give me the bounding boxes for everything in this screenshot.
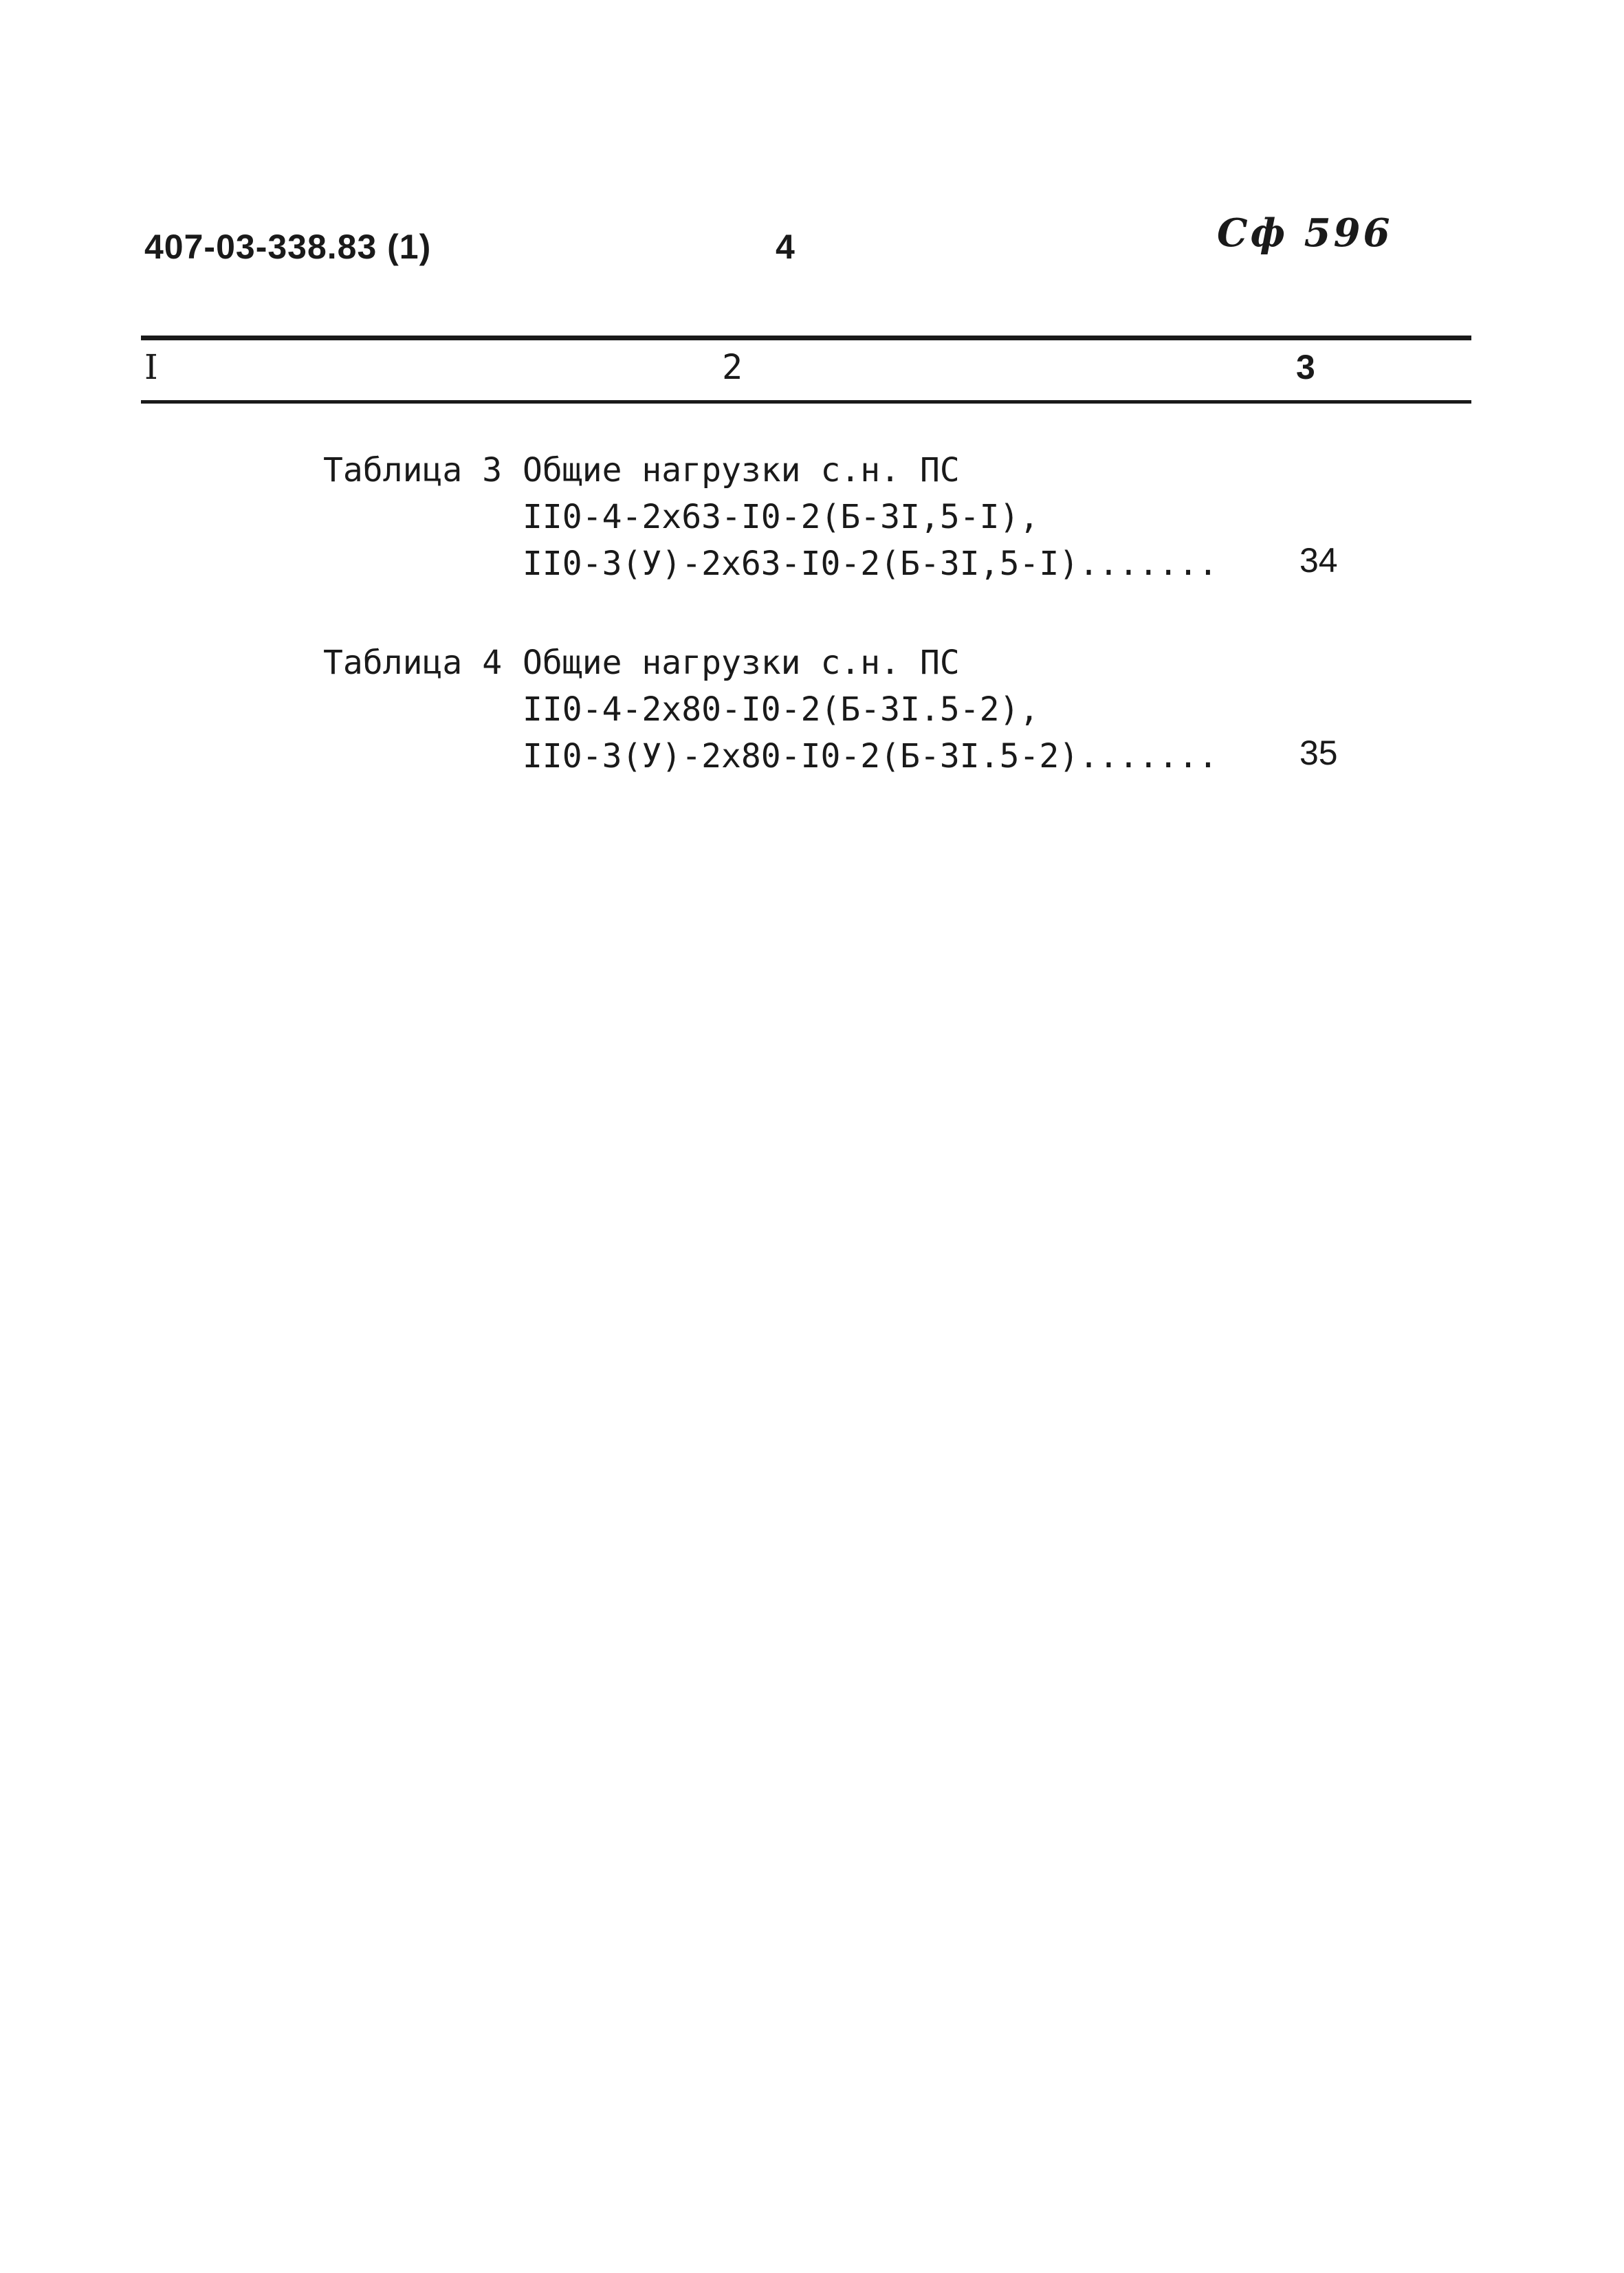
column-header-1: I xyxy=(144,347,158,387)
entry-line: II0-4-2х80-I0-2(Б-3I.5-2), xyxy=(523,690,1040,729)
column-header-2: 2 xyxy=(722,347,743,387)
table-top-rule xyxy=(141,336,1471,340)
page-number: 4 xyxy=(776,228,795,266)
entry-page-number: 34 xyxy=(1299,541,1338,580)
entry-page-number: 35 xyxy=(1299,734,1338,772)
entry-line: II0-4-2х63-I0-2(Б-3I,5-I), xyxy=(523,498,1040,536)
document-number: 407-03-338.83 (1) xyxy=(144,228,432,266)
handwritten-stamp: Сф 596 xyxy=(1217,210,1393,256)
table-header-rule xyxy=(141,400,1471,404)
column-header-3: 3 xyxy=(1296,348,1315,386)
entry-line: II0-3(У)-2х63-I0-2(Б-3I,5-I)....... xyxy=(523,545,1218,583)
entry-line: II0-3(У)-2х80-I0-2(Б-3I.5-2)....... xyxy=(523,737,1218,776)
entry-title: Общие нагрузки с.н. ПС xyxy=(523,644,960,682)
entry-label: Таблица 4 xyxy=(323,644,503,682)
entry-title: Общие нагрузки с.н. ПС xyxy=(523,451,960,490)
entry-label: Таблица 3 xyxy=(323,451,503,490)
